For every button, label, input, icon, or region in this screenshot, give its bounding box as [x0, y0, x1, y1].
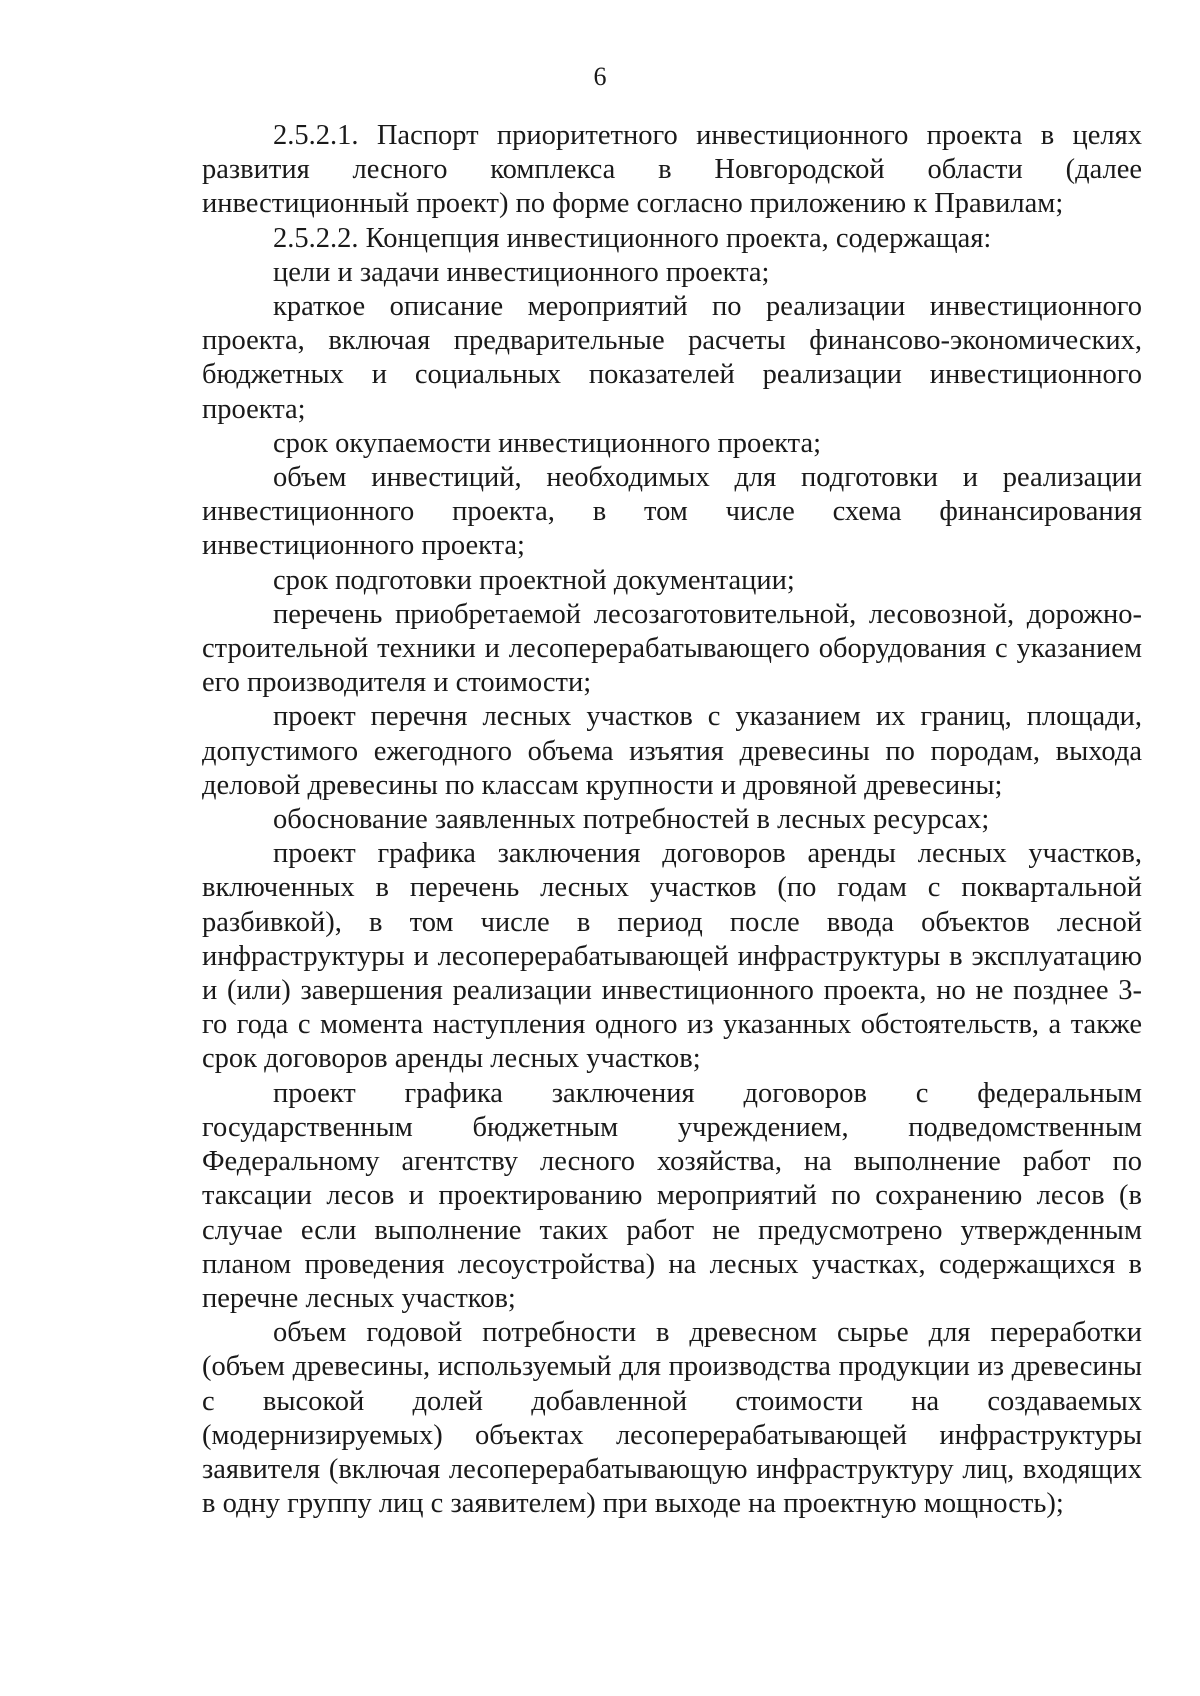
list-item-raw-material-demand: объем годовой потребности в древесном сырье для переработки (объем древесины, используемый для производства продукции из древесины с высокой долей добавленной стоимости на создаваемых (модернизируемых) объектах лесоперерабатывающей инфраструктуры заявителя (включая лесоперерабатывающую инфраструктуру лиц, входящих в одну группу лиц с заявителем) при выходе на проектную мощность); — [202, 1317, 1142, 1520]
list-item-equipment: перечень приобретаемой лесозаготовительной, лесовозной, дорожно-строительной техники и лесоперерабатывающего оборудования с указанием его производителя и стоимости; — [202, 598, 1142, 699]
list-item-taxation-schedule: проект графика заключения договоров с федеральным государственным бюджетным учреждением, подведомственным Федеральному агентству лесного хозяйства, на выполнение работ по таксации лесов и проектированию мероприятий по сохранению лесов (в случае если выполнение таких работ не предусмотрено утвержденным планом проведения лесоустройства) на лесных участках, содержащихся в перечне лесных участков; — [202, 1077, 1142, 1314]
list-item-investments: объем инвестиций, необходимых для подготовки и реализации инвестиционного проекта, в том числе схема финансирования инвестиционного проекта; — [202, 462, 1142, 562]
page-number: 6 — [593, 62, 607, 91]
list-item-lease-schedule: проект графика заключения договоров аренды лесных участков, включенных в перечень лесных участков (по годам с поквартальной разбивкой), в том числе в период после ввода объектов лесной инфраструктуры и лесоперерабатывающей инфраструктуры в эксплуатацию и (или) завершения реализации инвестиционного проекта, но не позднее 3-го года с момента наступления одного из указанных обстоятельств, а также срок договоров аренды лесных участков; — [202, 838, 1142, 1075]
list-item-forest-plots: проект перечня лесных участков с указанием их границ, площади, допустимого ежегодного объема изъятия древесины по породам, выхода деловой древесины по классам крупности и дровяной древесины; — [202, 701, 1142, 801]
paragraph-2-5-2-1: 2.5.2.1. Паспорт приоритетного инвестиционного проекта в целях развития лесного комплекса в Новгородской области (далее инвестиционный проект) по форме согласно приложению к Правилам; — [202, 120, 1142, 220]
paragraph-2-5-2-2: 2.5.2.2. Концепция инвестиционного проекта, содержащая: — [273, 222, 992, 254]
list-item-documentation-term: срок подготовки проектной документации; — [273, 564, 795, 596]
list-item-measures: краткое описание мероприятий по реализации инвестиционного проекта, включая предварительные расчеты финансово-экономических, бюджетных и социальных показателей реализации инвестиционного проекта; — [202, 291, 1142, 425]
list-item-resource-needs: обоснование заявленных потребностей в лесных ресурсах; — [273, 804, 990, 836]
list-item-payback: срок окупаемости инвестиционного проекта; — [273, 427, 822, 459]
list-item-goals: цели и задачи инвестиционного проекта; — [273, 256, 770, 288]
document-body — [202, 119, 1142, 1521]
